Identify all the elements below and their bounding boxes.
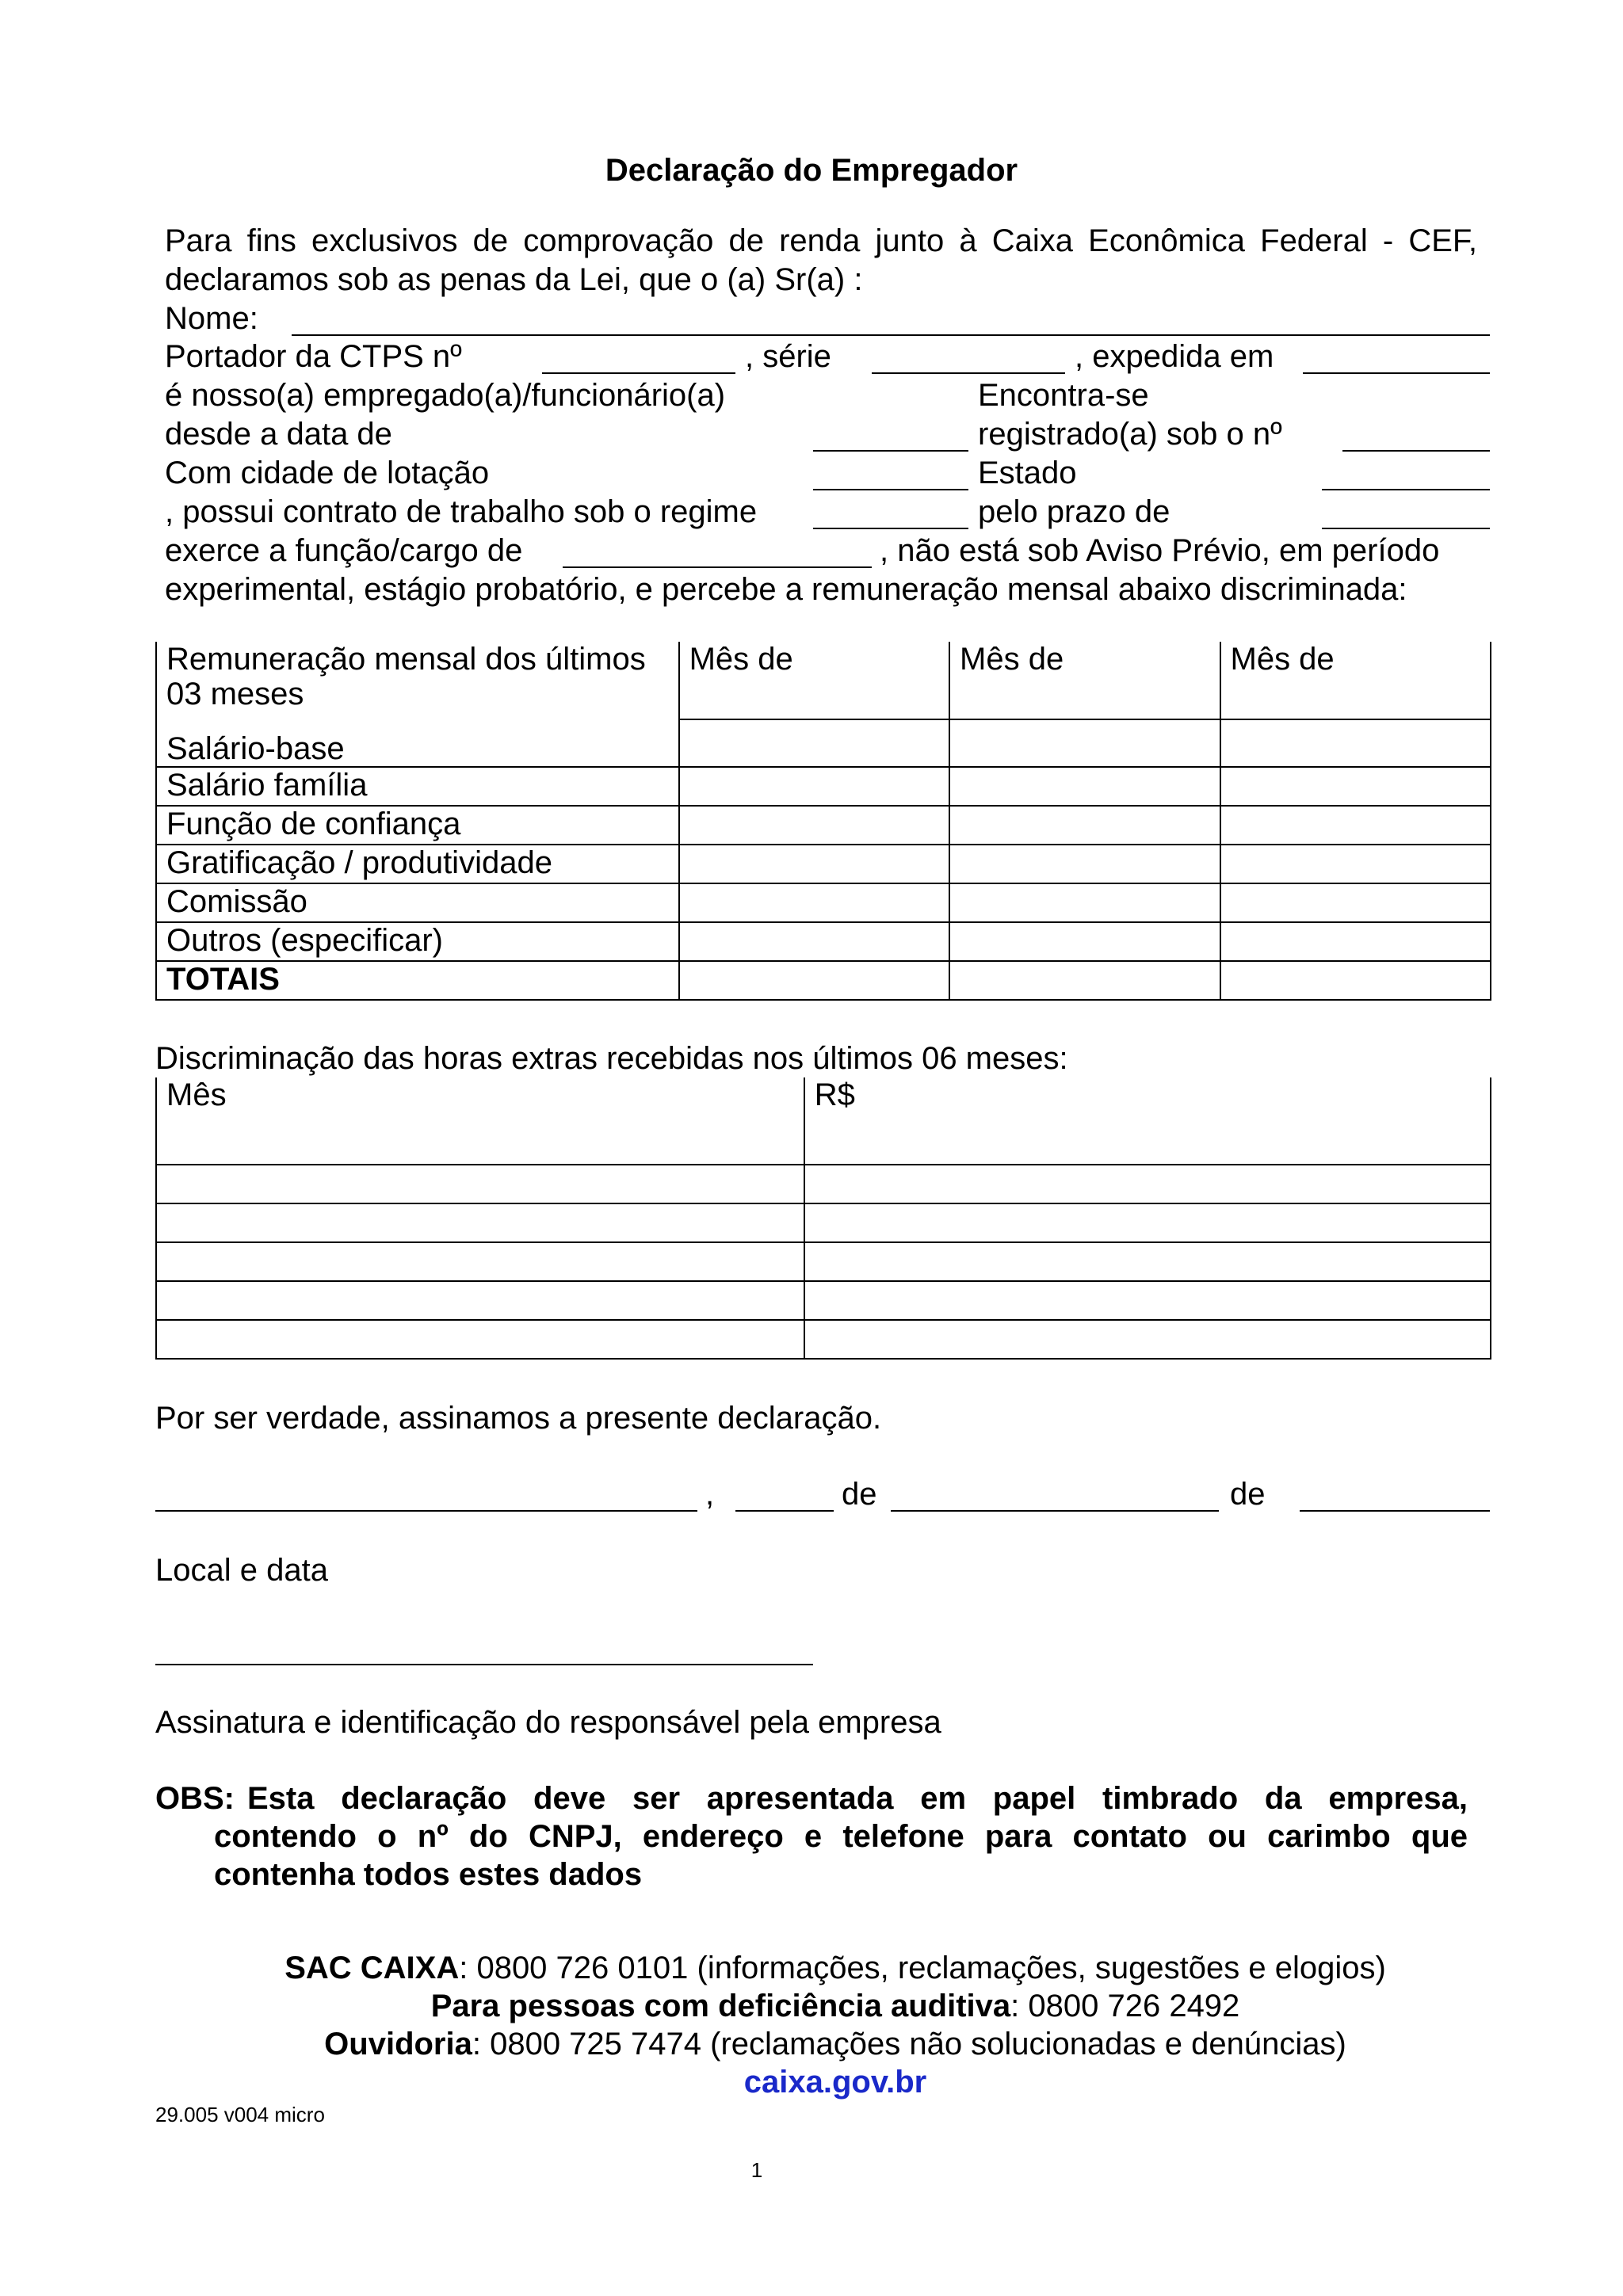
table-cell[interactable]: [949, 767, 1220, 806]
ouvidoria-line: [24, 2025, 1623, 2063]
table-cell[interactable]: [679, 883, 949, 922]
table-cell[interactable]: [156, 1320, 804, 1359]
table-cell[interactable]: [1220, 719, 1491, 767]
cidade-lotacao-field[interactable]: [813, 462, 968, 490]
sac-text: : 0800 726 0101 (informações, reclamações, sugestões e elogios): [459, 1951, 1386, 1985]
date-de-2: de: [1230, 1477, 1266, 1512]
table-cell[interactable]: [1220, 961, 1491, 1000]
obs-label: OBS:: [155, 1781, 235, 1816]
regime-label: , possui contrato de trabalho sob o regime: [165, 494, 758, 529]
regime-field[interactable]: [813, 501, 968, 529]
remuneracao-header-line1: Remuneração mensal dos últimos: [166, 642, 646, 677]
table-cell[interactable]: [804, 1281, 1491, 1320]
table-cell[interactable]: [679, 767, 949, 806]
mes-de-column-2: Mês de: [949, 642, 1220, 719]
row-label-funcao-confianca: Função de confiança: [156, 806, 679, 845]
estado-field[interactable]: [1322, 462, 1490, 490]
desde-data-label: desde a data de: [165, 417, 392, 452]
local-field[interactable]: [155, 1483, 697, 1512]
cidade-lotacao-label: Com cidade de lotação: [165, 456, 490, 490]
table-cell[interactable]: [679, 845, 949, 883]
table-cell[interactable]: [949, 961, 1220, 1000]
rs-column-header: R$: [804, 1077, 1491, 1165]
table-cell[interactable]: [1220, 767, 1491, 806]
experimental-text: experimental, estágio probatório, e percebe a remuneração mensal abaixo discriminada:: [165, 572, 1407, 607]
deficiencia-line: [24, 1987, 1623, 2025]
signature-field[interactable]: [155, 1637, 813, 1665]
ctps-label: Portador da CTPS nº: [165, 339, 462, 374]
serie-label: , série: [745, 339, 831, 374]
obs-line-2: contendo o nº do CNPJ, endereço e telefone para contato ou carimbo que: [214, 1819, 1468, 1854]
table-cell[interactable]: [949, 806, 1220, 845]
ctps-field[interactable]: [542, 345, 735, 374]
ouvidoria-label: Ouvidoria: [324, 2027, 472, 2061]
funcao-field[interactable]: [563, 540, 872, 568]
table-cell[interactable]: [804, 1203, 1491, 1242]
table-cell[interactable]: [1220, 883, 1491, 922]
page-number: 1: [750, 2158, 763, 2182]
remuneracao-header-label: [156, 642, 679, 719]
table-cell[interactable]: [156, 1242, 804, 1281]
sac-label: SAC CAIXA: [285, 1951, 460, 1985]
month-field[interactable]: [891, 1483, 1219, 1512]
verdade-text: Por ser verdade, assinamos a presente declaração.: [155, 1401, 882, 1436]
mes-column-header: Mês: [156, 1077, 804, 1165]
intro-line-2: declaramos sob as penas da Lei, que o (a) Sr(a) :: [165, 262, 863, 297]
nome-label: Nome:: [165, 301, 258, 336]
table-cell[interactable]: [1220, 845, 1491, 883]
table-cell[interactable]: [949, 883, 1220, 922]
expedida-field[interactable]: [1303, 345, 1490, 374]
site-line: [24, 2063, 1623, 2101]
deficiencia-label: Para pessoas com deficiência auditiva: [430, 1989, 1011, 2023]
site-link[interactable]: caixa.gov.br: [743, 2065, 927, 2100]
year-field[interactable]: [1300, 1483, 1490, 1512]
encontra-se-label: Encontra-se: [978, 378, 1149, 413]
table-cell[interactable]: [1220, 922, 1491, 961]
horas-extras-caption: Discriminação das horas extras recebidas nos últimos 06 meses:: [155, 1041, 1068, 1076]
obs-line-3: contenha todos estes dados: [214, 1857, 643, 1892]
row-label-salario-familia: Salário família: [156, 767, 679, 806]
nome-field[interactable]: [292, 307, 1490, 336]
table-cell[interactable]: [804, 1165, 1491, 1203]
mes-de-column-3: Mês de: [1220, 642, 1491, 719]
intro-line-1: Para fins exclusivos de comprovação de renda junto à Caixa Econômica Federal - CEF,: [165, 223, 1477, 258]
table-cell[interactable]: [949, 922, 1220, 961]
deficiencia-text: : 0800 726 2492: [1010, 1989, 1240, 2023]
prazo-field[interactable]: [1322, 501, 1490, 529]
expedida-label: , expedida em: [1075, 339, 1274, 374]
table-cell[interactable]: [949, 719, 1220, 767]
table-cell[interactable]: [679, 719, 949, 767]
row-label-gratificacao: Gratificação / produtividade: [156, 845, 679, 883]
serie-field[interactable]: [872, 345, 1065, 374]
assinatura-label: Assinatura e identificação do responsável pela empresa: [155, 1705, 941, 1740]
table-cell[interactable]: [156, 1165, 804, 1203]
local-data-label: Local e data: [155, 1553, 328, 1588]
funcao-label: exerce a função/cargo de: [165, 533, 523, 568]
table-cell[interactable]: [804, 1242, 1491, 1281]
row-label-comissao: Comissão: [156, 883, 679, 922]
aviso-previo-text: , não está sob Aviso Prévio, em período: [880, 533, 1440, 568]
remuneracao-table: [155, 642, 1491, 1001]
page-title: Declaração do Empregador: [605, 153, 1018, 188]
date-comma: ,: [705, 1477, 715, 1512]
table-cell[interactable]: [949, 845, 1220, 883]
row-label-totais: TOTAIS: [156, 961, 679, 1000]
registrado-label: registrado(a) sob o nº: [978, 417, 1282, 452]
remuneracao-header-line2: 03 meses: [166, 677, 304, 711]
table-cell[interactable]: [156, 1203, 804, 1242]
table-cell[interactable]: [804, 1320, 1491, 1359]
table-cell[interactable]: [1220, 806, 1491, 845]
table-cell[interactable]: [156, 1281, 804, 1320]
empregado-label: é nosso(a) empregado(a)/funcionário(a): [165, 378, 726, 413]
table-cell[interactable]: [679, 922, 949, 961]
obs-line-1: Esta declaração deve ser apresentada em papel timbrado da empresa,: [247, 1781, 1468, 1816]
table-cell[interactable]: [679, 806, 949, 845]
mes-de-column-1: Mês de: [679, 642, 949, 719]
date-de-1: de: [842, 1477, 877, 1512]
horas-extras-table: [155, 1077, 1491, 1360]
day-field[interactable]: [735, 1483, 834, 1512]
form-code: 29.005 v004 micro: [155, 2103, 325, 2126]
row-label-salario-base: Salário-base: [156, 719, 679, 767]
registrado-field[interactable]: [1342, 423, 1490, 452]
estado-label: Estado: [978, 456, 1077, 490]
ouvidoria-text: : 0800 725 7474 (reclamações não solucionadas e denúncias): [472, 2027, 1346, 2061]
sac-line: [24, 1949, 1623, 1987]
desde-data-field[interactable]: [813, 423, 968, 452]
table-cell[interactable]: [679, 961, 949, 1000]
prazo-label: pelo prazo de: [978, 494, 1170, 529]
row-label-outros: Outros (especificar): [156, 922, 679, 961]
